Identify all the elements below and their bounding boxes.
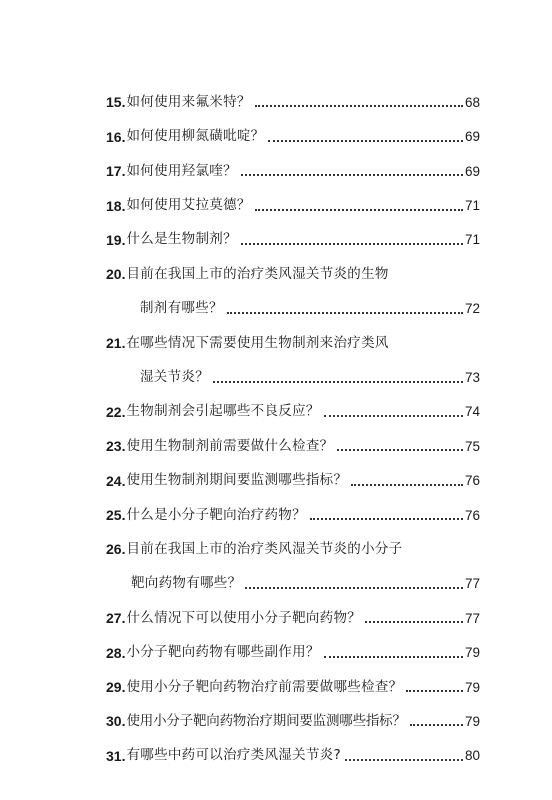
entry-number: 31. xyxy=(106,747,126,764)
toc-entry-continuation[interactable] xyxy=(106,361,480,395)
entry-number: 17. xyxy=(106,163,126,180)
entry-number: 30. xyxy=(106,713,126,730)
dot-leader xyxy=(351,483,463,486)
toc-entry[interactable] xyxy=(106,396,480,430)
entry-title: 生物制剂会引起哪些不良反应？ xyxy=(126,403,320,420)
entry-number: 23. xyxy=(106,438,126,455)
toc-entry[interactable] xyxy=(106,327,480,361)
toc-entry[interactable] xyxy=(106,224,480,258)
entry-page-number: 79 xyxy=(464,645,480,661)
entry-number: 25. xyxy=(106,507,126,524)
entry-title: 小分子靶向药物有哪些副作用？ xyxy=(126,644,320,661)
entry-number: 29. xyxy=(106,679,126,696)
entry-title: 使用生物制剂前需要做什么检查？ xyxy=(126,437,334,454)
toc-entry[interactable] xyxy=(106,430,480,464)
toc-entry[interactable] xyxy=(106,636,480,670)
toc-entry[interactable] xyxy=(106,533,480,567)
entry-number: 27. xyxy=(106,610,126,627)
entry-title: 如何使用来氟米特？ xyxy=(126,93,251,110)
entry-title: 如何使用艾拉莫德？ xyxy=(126,197,251,214)
entry-number: 21. xyxy=(106,335,126,352)
toc-entry[interactable] xyxy=(106,602,480,636)
dot-leader xyxy=(241,173,463,176)
entry-title: 使用小分子靶向药物治疗期间要监测哪些指标？ xyxy=(126,712,406,729)
toc-entry[interactable] xyxy=(106,671,480,705)
entry-number: 26. xyxy=(106,541,126,558)
dot-leader xyxy=(324,414,463,417)
entry-title: 使用生物制剂期间要监测哪些指标？ xyxy=(126,472,348,489)
dot-leader xyxy=(213,380,463,383)
entry-page-number: 69 xyxy=(464,129,480,145)
dot-leader xyxy=(324,655,463,658)
entry-title: 如何使用羟氯喹？ xyxy=(126,162,237,179)
entry-title: 什么是生物制剂？ xyxy=(126,231,237,248)
entry-page-number: 77 xyxy=(464,610,480,626)
dot-leader xyxy=(345,758,463,761)
dot-leader xyxy=(268,139,463,142)
table-of-contents xyxy=(106,86,480,774)
entry-page-number: 79 xyxy=(464,679,480,695)
entry-title: 有哪些中药可以治疗类风湿关节炎? xyxy=(126,747,341,764)
entry-page-number: 69 xyxy=(464,163,480,179)
entry-page-number: 79 xyxy=(464,713,480,729)
toc-entry[interactable] xyxy=(106,705,480,739)
entry-title: 目前在我国上市的治疗类风湿关节炎的小分子 xyxy=(126,540,403,557)
dot-leader xyxy=(410,723,463,726)
entry-number: 15. xyxy=(106,94,126,111)
entry-title: 什么情况下可以使用小分子靶向药物？ xyxy=(126,609,362,626)
toc-entry[interactable] xyxy=(106,120,480,154)
entry-page-number: 74 xyxy=(464,404,480,420)
entry-title: 在哪些情况下需要使用生物制剂来治疗类风 xyxy=(126,334,389,351)
entry-title: 如何使用柳氮磺吡啶？ xyxy=(126,128,265,145)
dot-leader xyxy=(255,104,463,107)
toc-entry-continuation[interactable] xyxy=(106,292,480,326)
dot-leader xyxy=(337,448,463,451)
entry-number: 20. xyxy=(106,266,126,283)
entry-page-number: 77 xyxy=(464,576,480,592)
entry-title-continuation: 湿关节炎？ xyxy=(140,369,209,386)
entry-title: 目前在我国上市的治疗类风湿关节炎的生物 xyxy=(126,265,389,282)
dot-leader xyxy=(310,517,463,520)
entry-page-number: 75 xyxy=(464,438,480,454)
entry-page-number: 71 xyxy=(464,198,480,214)
toc-entry[interactable] xyxy=(106,189,480,223)
entry-number: 16. xyxy=(106,128,126,145)
entry-title-continuation: 靶向药物有哪些？ xyxy=(131,575,242,592)
toc-entry[interactable] xyxy=(106,258,480,292)
entry-page-number: 76 xyxy=(464,473,480,489)
toc-entry[interactable] xyxy=(106,86,480,120)
toc-entry[interactable] xyxy=(106,739,480,773)
entry-number: 18. xyxy=(106,197,126,214)
dot-leader xyxy=(227,311,463,314)
dot-leader xyxy=(241,242,463,245)
dot-leader xyxy=(255,208,463,211)
entry-number: 28. xyxy=(106,644,126,661)
toc-entry[interactable] xyxy=(106,499,480,533)
toc-entry[interactable] xyxy=(106,464,480,498)
entry-page-number: 72 xyxy=(464,301,480,317)
entry-page-number: 76 xyxy=(464,507,480,523)
toc-entry[interactable] xyxy=(106,155,480,189)
entry-number: 24. xyxy=(106,472,126,489)
entry-page-number: 71 xyxy=(464,232,480,248)
entry-title-continuation: 制剂有哪些？ xyxy=(140,300,223,317)
dot-leader xyxy=(365,620,463,623)
toc-entry-continuation[interactable] xyxy=(106,567,480,601)
entry-title: 什么是小分子靶向治疗药物？ xyxy=(126,506,306,523)
entry-title: 使用小分子靶向药物治疗前需要做哪些检查？ xyxy=(126,678,403,695)
dot-leader xyxy=(406,689,463,692)
entry-page-number: 73 xyxy=(464,370,480,386)
dot-leader xyxy=(245,586,463,589)
entry-number: 19. xyxy=(106,231,126,248)
entry-page-number: 68 xyxy=(464,94,480,110)
entry-page-number: 80 xyxy=(464,748,480,764)
entry-number: 22. xyxy=(106,403,126,420)
